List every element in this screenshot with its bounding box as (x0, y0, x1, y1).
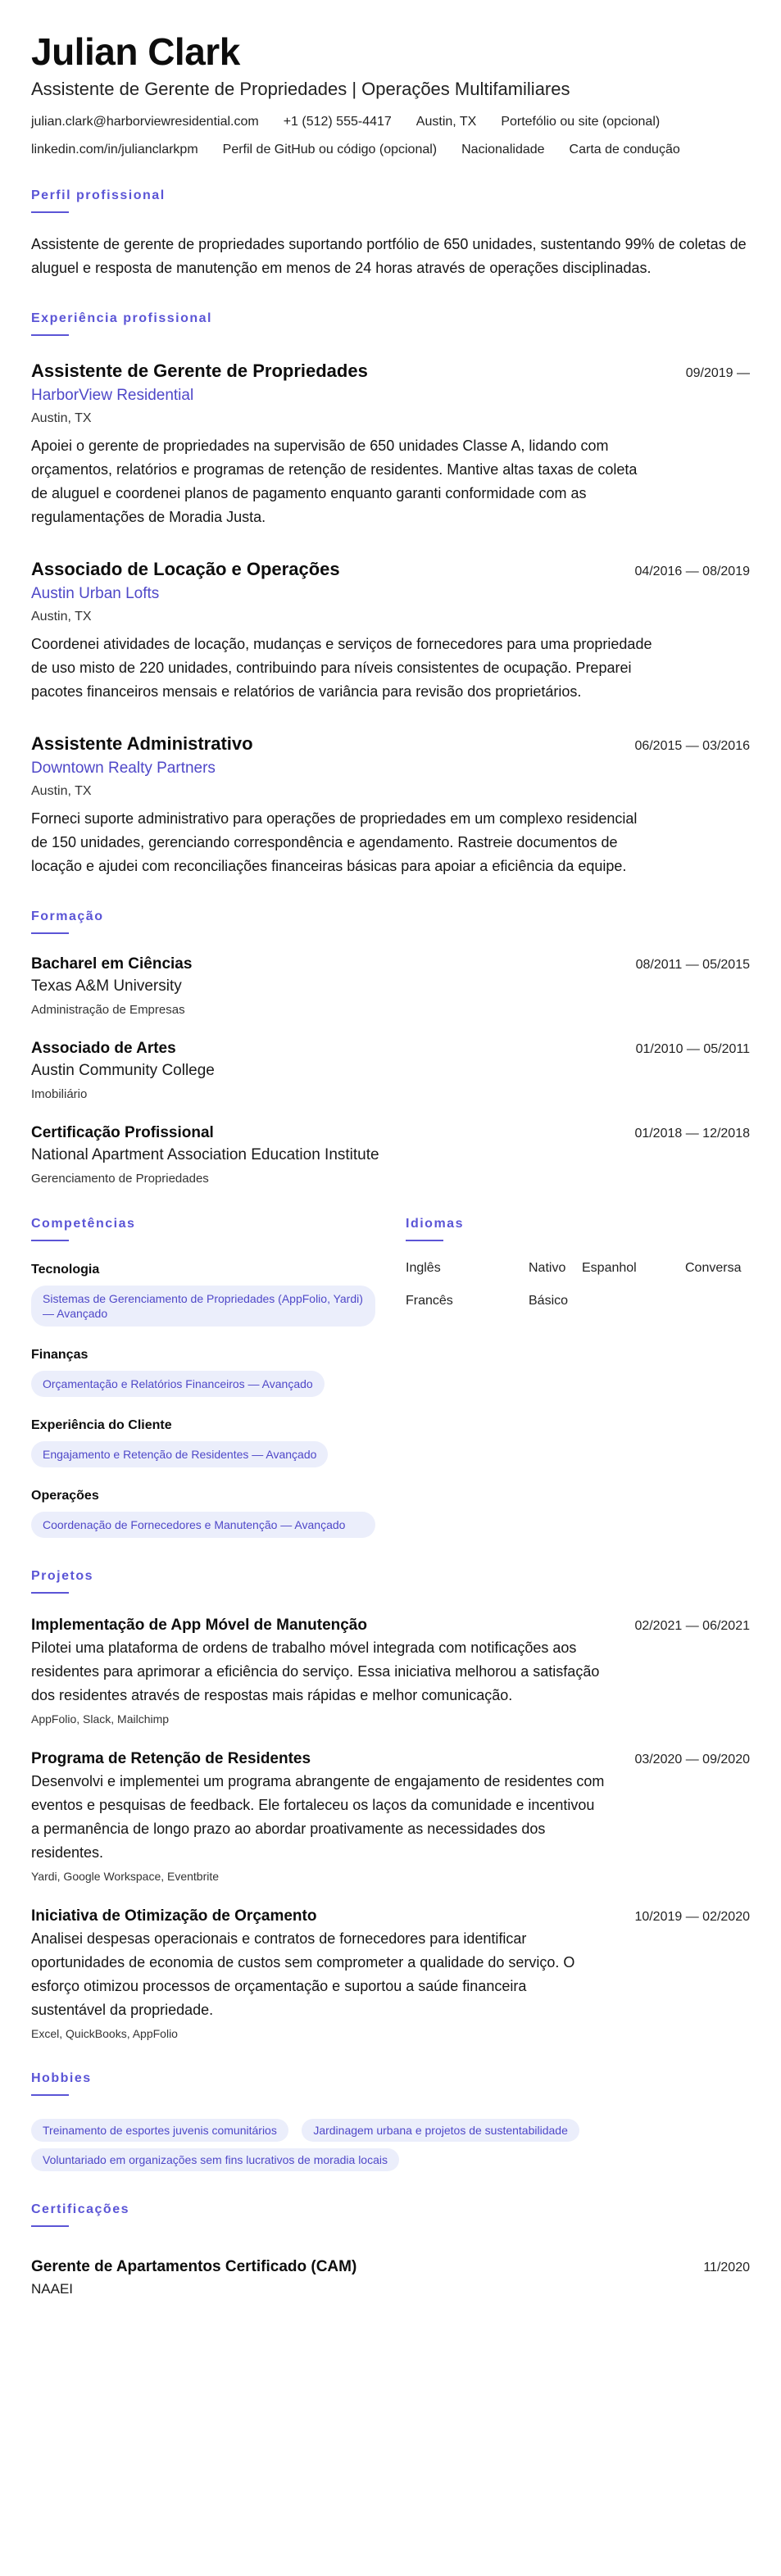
certification-issuer: NAAEI (31, 2281, 74, 2297)
job-location: Austin, TX (31, 784, 92, 798)
certifications-section (31, 2202, 750, 2297)
job-description: Forneci suporte administrativo para operações de propriedades em um complexo residencial de 150 unidades, gerenciando correspondência e agendamento. Rastreie documentos de locação e ajudei com reconciliações financeiras básicas para apoiar a eficiência da equipe. (31, 810, 638, 874)
contact-nationality: Nacionalidade (461, 143, 545, 156)
school-name: National Apartment Association Education Institute (31, 1146, 379, 1163)
field-of-study: Administração de Empresas (31, 1003, 185, 1017)
job-description: Apoiei o gerente de propriedades na supervisão de 650 unidades Classe A, lidando com orçamentos, relatórios e programas de retenção de residentes. Mantive altas taxas de coleta de aluguel e coordenei planos de pagamento enquanto garanti conformidade com as regulamentações de Moradia Justa. (31, 438, 638, 525)
project-description: Pilotei uma plataforma de ordens de trabalho móvel integrada com notificações aos residentes para aprimorar a eficiência do serviço. Essa iniciativa melhorou a satisfação dos residentes através de respostas mais rápidas e melhor comunicação. (31, 1639, 600, 1703)
project-dates: 02/2021 — 06/2021 (634, 1619, 750, 1633)
skill-group (31, 1489, 406, 1538)
hobby-tag: Voluntariado em organizações sem fins lucrativos de moradia locais (31, 2148, 399, 2171)
contact-phone[interactable]: +1 (512) 555-4417 (283, 115, 392, 129)
summary-text: Assistente de gerente de propriedades suportando portfólio de 650 unidades, sustentando 99% de coletas de aluguel e resposta de manutenção em menos de 24 horas através de operações disciplinadas. (31, 236, 747, 276)
education-dates: 08/2011 — 05/2015 (635, 958, 750, 972)
section-divider (31, 1592, 69, 1594)
contact-driving-license: Carta de condução (569, 143, 680, 156)
hobbies-list (31, 2112, 654, 2171)
project-entry (31, 1907, 750, 2040)
resume-header (31, 31, 750, 169)
candidate-name: Julian Clark (31, 30, 240, 73)
job-title: Associado de Locação e Operações (31, 559, 340, 579)
certification-date: 11/2020 (703, 2261, 750, 2274)
company-name: Downtown Realty Partners (31, 760, 216, 777)
skill-tag: Coordenação de Fornecedores e Manutenção — Avançado (31, 1512, 375, 1538)
experience-entry (31, 733, 750, 878)
project-dates: 03/2020 — 09/2020 (634, 1753, 750, 1766)
contact-github[interactable]: Perfil de GitHub ou código (opcional) (222, 143, 438, 156)
language-name: Francês (406, 1294, 453, 1308)
candidate-headline: Assistente de Gerente de Propriedades | Operações Multifamiliares (31, 79, 570, 99)
degree: Bacharel em Ciências (31, 955, 193, 973)
skills-languages-row (31, 1217, 750, 1538)
section-title: Experiência profissional (31, 311, 212, 325)
section-divider (31, 2094, 69, 2096)
certification-entry (31, 2258, 750, 2297)
education-entry (31, 1124, 750, 1186)
languages-section (406, 1217, 750, 1538)
language-name: Inglês (406, 1261, 441, 1275)
project-tech: Excel, QuickBooks, AppFolio (31, 2027, 178, 2040)
skill-category: Operações (31, 1489, 99, 1503)
skill-group (31, 1348, 406, 1397)
education-dates: 01/2010 — 05/2011 (635, 1042, 750, 1056)
degree: Certificação Profissional (31, 1124, 214, 1141)
company-name: HarborView Residential (31, 387, 194, 404)
skills-section (31, 1217, 406, 1538)
project-tech: Yardi, Google Workspace, Eventbrite (31, 1870, 220, 1883)
language-level: Conversa (685, 1261, 742, 1275)
section-divider (31, 1240, 69, 1241)
hobbies-section (31, 2071, 750, 2171)
skill-category: Finanças (31, 1348, 89, 1362)
section-title: Idiomas (406, 1217, 464, 1231)
contact-portfolio[interactable]: Portefólio ou site (opcional) (501, 115, 661, 129)
degree: Associado de Artes (31, 1040, 176, 1057)
skill-tag: Orçamentação e Relatórios Financeiros — Avançado (31, 1371, 325, 1397)
certification-name: Gerente de Apartamentos Certificado (CAM) (31, 2258, 357, 2275)
company-name: Austin Urban Lofts (31, 585, 160, 602)
field-of-study: Gerenciamento de Propriedades (31, 1172, 209, 1186)
section-divider (31, 334, 69, 336)
project-tech: AppFolio, Slack, Mailchimp (31, 1712, 170, 1726)
project-entry (31, 1617, 750, 1726)
section-title: Perfil profissional (31, 188, 166, 202)
job-dates: 09/2019 — (685, 366, 750, 380)
experience-section (31, 311, 750, 878)
job-dates: 04/2016 — 08/2019 (634, 565, 750, 578)
summary-section (31, 188, 750, 280)
contact-list (31, 113, 750, 169)
education-entry (31, 1040, 750, 1101)
job-location: Austin, TX (31, 610, 92, 624)
skill-tag: Sistemas de Gerenciamento de Propriedades (AppFolio, Yardi) — Avançado (31, 1286, 375, 1327)
section-divider (31, 2225, 69, 2227)
project-name: Programa de Retenção de Residentes (31, 1750, 311, 1767)
education-section (31, 909, 750, 1186)
field-of-study: Imobiliário (31, 1087, 88, 1101)
hobby-tag: Treinamento de esportes juvenis comunitários (31, 2119, 288, 2142)
languages-list (406, 1261, 750, 1327)
skill-tag: Engajamento e Retenção de Residentes — Avançado (31, 1441, 328, 1467)
contact-location: Austin, TX (415, 115, 477, 129)
skill-category: Tecnologia (31, 1263, 100, 1277)
section-title: Certificações (31, 2202, 129, 2216)
section-title: Projetos (31, 1569, 94, 1583)
project-description: Analisei despesas operacionais e contratos de fornecedores para identificar oportunidades de economia de custos sem comprometer a qualidade do serviço. O esforço otimizou processos de orçamentação e suportou a saúde financeira sustentável da propriedade. (31, 1930, 575, 2018)
job-title: Assistente Administrativo (31, 733, 253, 754)
job-description: Coordenei atividades de locação, mudanças e serviços de fornecedores para uma propriedade de uso misto de 220 unidades, contribuindo para níveis consistentes de ocupação. Preparei pacotes financeiros mensais e relatórios de variância para revisão dos proprietários. (31, 636, 652, 700)
language-name: Espanhol (582, 1261, 637, 1275)
language-level: Nativo (529, 1261, 566, 1275)
school-name: Texas A&M University (31, 977, 182, 995)
section-title: Competências (31, 1217, 136, 1231)
section-divider (406, 1240, 443, 1241)
experience-entry (31, 361, 750, 529)
hobby-tag: Jardinagem urbana e projetos de sustentabilidade (302, 2119, 579, 2142)
languages-row (406, 1294, 750, 1327)
education-entry (31, 955, 750, 1017)
project-entry (31, 1750, 750, 1883)
languages-row (406, 1261, 750, 1294)
project-name: Iniciativa de Otimização de Orçamento (31, 1907, 317, 1925)
section-divider (31, 211, 69, 213)
job-dates: 06/2015 — 03/2016 (634, 739, 750, 753)
skill-group (31, 1418, 406, 1467)
experience-entry (31, 559, 750, 704)
project-description: Desenvolvi e implementei um programa abrangente de engajamento de residentes com eventos e pesquisas de feedback. Ele fortaleceu os laços da comunidade e incentivou a permanência de longo prazo ao abordar proativamente as necessidades dos residentes. (31, 1773, 605, 1861)
job-title: Assistente de Gerente de Propriedades (31, 361, 368, 381)
projects-section (31, 1569, 750, 2040)
project-name: Implementação de App Móvel de Manutenção (31, 1617, 367, 1634)
skill-category: Experiência do Cliente (31, 1418, 172, 1432)
section-title: Formação (31, 909, 104, 923)
school-name: Austin Community College (31, 1062, 215, 1079)
education-dates: 01/2018 — 12/2018 (634, 1127, 750, 1141)
project-dates: 10/2019 — 02/2020 (634, 1910, 750, 1924)
language-level: Básico (529, 1294, 569, 1308)
skill-group (31, 1263, 406, 1327)
contact-linkedin[interactable]: linkedin.com/in/julianclarkpm (31, 143, 198, 156)
contact-email[interactable]: julian.clark@harborviewresidential.com (31, 115, 259, 129)
job-location: Austin, TX (31, 411, 92, 425)
section-title: Hobbies (31, 2071, 92, 2085)
section-divider (31, 932, 69, 934)
